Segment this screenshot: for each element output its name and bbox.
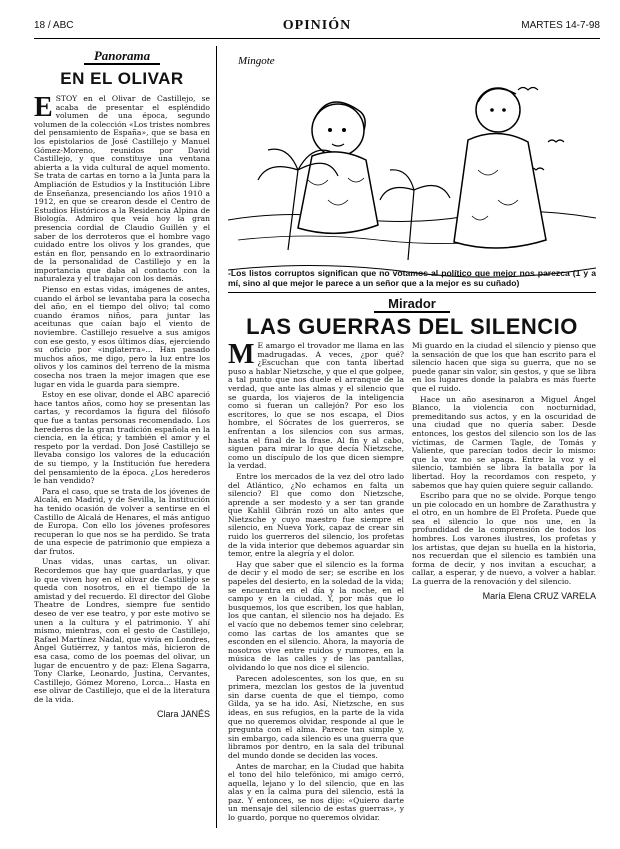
issue-date: MARTES 14-7-98 (521, 20, 600, 31)
mirador-kicker: Mirador (228, 296, 596, 311)
cartoon-illustration (228, 50, 596, 290)
mirador-signature: María Elena CRUZ VARELA (482, 590, 596, 601)
mirador-paragraph: Antes de marchar, en la Ciudad que habita el tono del hilo telefónico, mi amigo cerró, aquella, lejano y lo del silencio, que en las alas y en la calma pura del silencio, está la paz. Y entonces, se nos dijo: «Quiero darte un mensaje del silencio de estas guerras», y lo guardo, porque no queremos olvidar. (228, 761, 404, 823)
mirador-body-1 (228, 342, 404, 823)
cartoon-caption: -Los listos corruptos significan que no votamos al político que mejor nos parezca (1 y a mí, sino al que mejor le parece a un señor que a la mejor es su cuñado) (228, 268, 596, 288)
mirador-column-1 (228, 342, 404, 830)
mirador-paragraph: Entre los mercados de la vez del otro lado del Atlántico, ¿No echamos en falta un silencio? El que como don Nietzsche, aprende a ser modesto y a ser tan grande que Kahlil Gibrán rozó un alto antes que Nietzsche y cuyo maestro fue siempre el silencio, en Nueva York, capaz de crear sin ruido los guerreros del silencio, los profetas de la vida interior que debemos aguardar sin temor, entre la alegría y el dolor. (228, 471, 404, 559)
left-figure-head (312, 104, 364, 156)
drop-cap: M (228, 342, 255, 370)
palm-plant (380, 170, 450, 260)
panorama-title: EN EL OLIVAR (60, 69, 184, 88)
panorama-signature: Clara JANÉS (156, 708, 210, 719)
page-number: 18 / ABC (34, 20, 74, 31)
cartoonist-signature: Mingote (238, 55, 275, 67)
panorama-paragraph: Estoy en ese olivar, donde el ABC apareció hace tantos años, como hoy se presentan las cartas, y recordamos la figura del filósofo que fue a tantas personas recomendado. Los herederos de la gran tradición española en la ciencia, en la ética; y también el amor y el respeto por la verdad. Don José Castillejo se llevaba consigo los valores de la educación de su tiempo, y la Institución fue heredera del pensamiento de la época. ¿Los herederos le han vendido? (34, 390, 210, 486)
page-header (34, 18, 600, 36)
header-rule (34, 38, 600, 39)
panorama-column (34, 48, 210, 828)
mirador-body-2 (412, 342, 596, 587)
panorama-paragraph: ESTOY en el Olivar de Castillejo, se acaba de presentar el espléndido volumen de una época, segundo volumen de la colección «Los tristes nombres del pensamiento de España», que se basa en los epistolarios de José Castillejo y Manuel Gómez-Moreno, reunidos por David Castillejo, y que constituye una ventana abierta a la vida cultural de aquel momento. Se trata de cartas en torno a la Junta para la Ampliación de Estudios y la Institución Libre de Enseñanza, presenciando los años 1910 a 1912, en que se crearon desde el Centro de Estudios Históricos a la Residencia Alpina de Biología. Admiro que veía hoy la gran presencia cordial de Claudio Guillén y el saber de los derroteros que el hombre vago cuidado entre los olivos y los grandes, que están en flor, pensando en lo extraordinario de la personalidad de Castillejo y en la importancia que daba al contacto con la naturaleza y el trabajar con los demás. (34, 92, 210, 284)
left-figure-body (298, 152, 378, 233)
mirador-paragraph: Escribo para que no se olvide. Porque tengo un pie colocado en un hombre de Zarathustra y el otro, en un hombre de El Profeta. Puede que sea el silencio lo que nos une, en la profundidad de la comprensión de todos los hombres. Los varones ilustres, los profetas y los artistas, que dejan su huella en la historia, nos recuerdan que el silencio es también una forma de decir, y nos invitan a escuchar, a callar, a esperar, y de nuevo, a volver a hablar. La guerra de la renovación y del silencio. (412, 491, 596, 587)
panorama-body (34, 92, 210, 705)
panorama-kicker: Panorama (34, 48, 210, 65)
mirador-paragraph: Hace un año asesinaron a Miguel Ángel Blanco, la violencia con nocturnidad, premeditando sus actos, y en la oscuridad de una ciudad que no quería saber. Desde entonces, los gestos del silencio son los de las víctimas, de Carmen Tagle, de Tomás y Valiente, que parecían todos decir lo mismo: que la voz no se apaga. Entre la voz y el silencio, también se libra la batalla por la libertad. Hoy la recordamos con respeto, y sabemos que hay quien quiere seguir callando. (412, 394, 596, 490)
mirador-paragraph: Parecen adolescentes, son los que, en su primera, mezclan los gestos de la juventud sin darse cuenta de que el tiempo, como Gilda, ya se ha ido. Así, Nietzsche, en sus ideas, en sus refugios, en la parte de la vida que no queremos olvidar, responde al que le pregunta con el alma. Parece tan simple y, sin embargo, cada silencio es una guerra que libramos por dentro, en la sala del tribunal del mundo donde se deciden las voces. (228, 673, 404, 760)
seagull-icon (518, 88, 538, 91)
panorama-paragraph: Para el caso, que se trata de los jóvenes de Alcalá, en Madrid, y de Sevilla, la Institución ha tenido ocasión de volver a sentirse en el Castillo de Alcalá de Henares, el más antiguo de Europa. Con ello los jóvenes profesores recuperan lo que nos se ha perdido. Se trata de una especie de patrimonio que empieza a dar frutos. (34, 486, 210, 556)
mirador-column-2 (412, 342, 596, 830)
mirador-paragraph: Mi guardo en la ciudad el silencio y pienso que la sensación de que los que han escrito para el silencio hacen que siga su guerra, que no se puede ganar sin valor, sin gestos, y que se libra en los lugares donde la palabra es más fuerte que el ruido. (412, 342, 596, 393)
panorama-paragraph: Pienso en estas vidas, imágenes de antes, cuando el árbol se levantaba para la cosecha del año, en el tiempo del olivo; tal como cuando éramos niños, para juntar las aceitunas que caían bajo el viento de noviembre. Castillejo resuelve a sus amigos con ese gesto, y esos últimos días, ejerciendo su oficio por «inglaterra»... Han pasado muchos años, me digo, pero la luz entre los olivos y los caminos del terreno de la misma cosecha nos traen la mejor imagen que ese lugar en vida le guarda para siempre. (34, 285, 210, 389)
section-title: OPINIÓN (282, 18, 352, 33)
seagull-icon (548, 140, 564, 142)
mirador-paragraph: Hay que saber que el silencio es la forma de decir y el modo de ser; se escribe en los papeles del desierto, en la soledad de la vida; se encuentra en el día y la noche, en el campo y en la ciudad. Y, por más que lo busquemos, los que escriben, los que hablan, los que cantan, el silencio nos ha dejado. Es el vacío que no debemos temer sino celebrar, como las cartas de los amantes que se esconden en el silencio. Ahora, la mayoría de nosotros vive entre ruidos y rumores, en la música de las calles y de las pantallas, olvidando lo que nos dice el silencio. (228, 559, 404, 672)
cartoon-rule (228, 292, 596, 293)
drop-cap: E (34, 92, 53, 123)
panorama-paragraph: Unas vidas, unas cartas, un olivar. Recordemos que hay que guardarlas, y que lo que viven hoy en el olivar de Castillejo se queda con nosotros, en el tiempo de la amistad y del recuerdo. El director del Globe Theatre de Londres, siempre fue sentido deseo de ver ese teatro, y por este motivo se unen a la cultura y el patrimonio. Y ahí mismo, mientras, con el gesto de Castillejo, Rafael Martínez Nadal, que vivía en Londres, Ángel Gutiérrez, y tantos más, hicieron de esa casa, como de los poemas del olivar, un lugar de encuentro y de paz: Elena Sagarra, Tony Clarke, Leonardo, Justina, Cervantes, Castillejo, Gómez Moreno, Lorca... Hasta en ese olivar de Castillejo, que el de la literatura de la vida. (34, 557, 210, 704)
mirador-paragraph: M E amargo el trovador me llama en las madrugadas. A veces, ¿por qué? ¿Escuchan que con tanta libertad puso a hablar Nietzsche, y que el que golpee, a tal punto que nos duele el arranque de la verdad, que ante las almas y el silencio que se guarda, los viajeros de la inteligencia como si fueran un callejón? Por eso los escritores, lo que se nos escapa, el Dios hombre, el Sócrates de los guerreros, se enfrentan a los silencios con sus armas, hasta el final de la frase. Al fin y al cabo, siguen para mirar lo que decía Nietzsche, como un discípulo de los que dicen siempre la verdad. (228, 342, 404, 471)
mirador-title: LAS GUERRAS DEL SILENCIO (246, 314, 578, 339)
column-divider (216, 46, 217, 828)
right-figure-body (454, 133, 546, 248)
